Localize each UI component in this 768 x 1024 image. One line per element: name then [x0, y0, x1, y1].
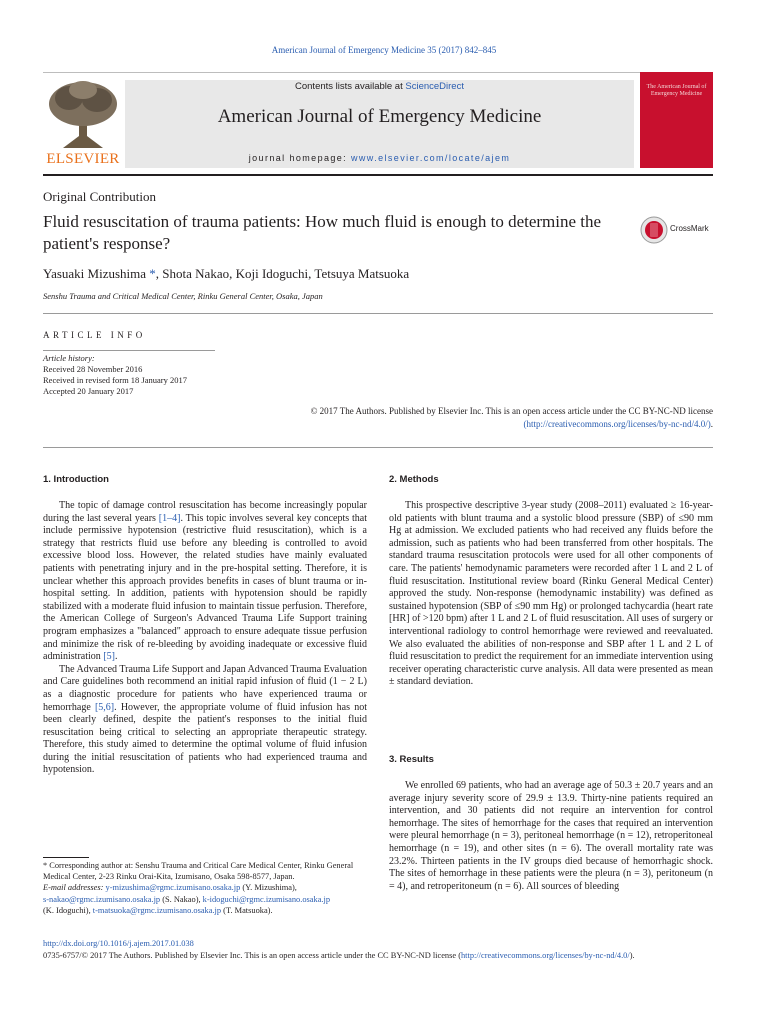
intro-p1-text-a: The topic of damage control resuscitation has become increasingly popular during the last several years	[43, 500, 367, 524]
intro-paragraph-2	[43, 664, 367, 777]
publisher-logo	[43, 78, 123, 168]
results-heading: 3. Results	[389, 754, 434, 765]
methods-heading: 2. Methods	[389, 474, 439, 485]
journal-cover-thumbnail[interactable]	[640, 72, 713, 168]
journal-name: American Journal of Emergency Medicine	[217, 106, 542, 127]
footnote	[43, 860, 367, 916]
intro-p1-text-c: .	[114, 651, 118, 663]
history-received: Received 28 November 2016	[43, 364, 143, 374]
issn-line	[43, 950, 723, 962]
journal-homepage	[125, 153, 634, 163]
contents-line	[125, 81, 634, 92]
email-name-4: (T. Matsuoka).	[221, 905, 273, 915]
sciencedirect-link[interactable]: ScienceDirect	[405, 81, 464, 92]
crossmark-badge[interactable]	[640, 216, 720, 244]
methods-paragraph: This prospective descriptive 3-year study (2008–2011) evaluated ≥ 16-year-old patients with blunt trauma and a systolic blood pressure (SBP) of ≤90 mm Hg at admission. We excluded patients who had received any fluids before the admission, such as patients who had been transferred from other hospitals. The standard trauma resuscitation protocols were used for all other components of care. The patients' hemodynamic parameters were recorded after 1 L and 2 L of fluid resuscitation. Institutional review board (Rinku General Medical Center) approved the study. Non-response (hemodynamic instability) was defined as sustained hypotension (SBP of ≤90 mm Hg) or prolonged tachycardia (heart rate [HR] of >120 bpm) after 1 L and 2 L of fluid resuscitation. All uses of surgery or interventional radiology to control hemorrhage were reviewed and reevaluated. We also evaluated the abilities of non-response and SBP after 1 L and 2 L of fluid resuscitation to predict the requirement for an immediate intervention using receiver operating characteristic curve analysis. All data were presented as mean ± standard deviation.	[389, 500, 713, 688]
intro-p2-text-b: . However, the appropriate volume of fluid infusion has not been clearly defined, despite the patient's responses to the initial fluid resuscitation being critical to selecting an appropriate therapeutic strategy. Therefore, this study aimed to determine the optimal volume of fluid infusion during the initial resuscitation of patients who had experienced trauma and hypotension.	[43, 701, 367, 776]
affiliation: Senshu Trauma and Critical Medical Center, Rinku General Center, Osaka, Japan	[43, 291, 323, 301]
header-bottom-rule	[43, 174, 713, 176]
article-info-rule	[43, 350, 215, 351]
email-link-idoguchi[interactable]: k-idoguchi@rgmc.izumisano.osaka.jp	[202, 894, 331, 904]
header-top-rule	[43, 72, 713, 73]
issn-text: 0735-6757/© 2017 The Authors. Published by Elsevier Inc. This is an open access article under the CC BY-NC-ND license (	[43, 950, 461, 960]
email-label: E-mail addresses:	[43, 883, 106, 893]
crossmark-label: CrossMark	[670, 224, 709, 233]
history-revised: Received in revised form 18 January 2017	[43, 375, 187, 385]
email-link-matsuoka[interactable]: t-matsuoka@rgmc.izumisano.osaka.jp	[92, 905, 222, 915]
running-header[interactable]: American Journal of Emergency Medicine 35 (2017) 842–845	[271, 45, 497, 55]
ref-link-5-6[interactable]: [5,6]	[94, 701, 115, 713]
article-title: Fluid resuscitation of trauma patients: How much fluid is enough to determine the patient's response?	[43, 212, 602, 253]
intro-paragraph-1	[43, 500, 367, 664]
article-history	[43, 353, 187, 397]
intro-p1-text-b: . This topic involves several key concepts that include permissive hypotension (restrictive fluid resuscitation), which is a strategy that restricts fluid use before any bleeding is controlled to avoid excessive blood loss. However, the related studies have mainly evaluated patients with penetrating injury and in the pre-hospital setting. Therefore, it is unclear whether this approach provides benefits in cases of blunt trauma or in-hospital setting. In addition, patients with hypotension should be rapidly stabilized with a moderate fluid infusion to maintain tissue perfusion. Therefore, the American College of Surgeon's Advanced Trauma Life Support training program emphasizes a "balanced" approach to ensure adequate tissue perfusion and minimize the risk of re-bleeding by avoiding inadequate or excessive fluid administration	[43, 512, 367, 663]
license-statement	[200, 405, 713, 431]
corresponding-author-marker[interactable]: *	[149, 266, 156, 281]
author-list	[43, 266, 409, 282]
email-name-2: (S. Nakao),	[160, 894, 203, 904]
license-link[interactable]: (http://creativecommons.org/licenses/by-nc-nd/4.0/)	[523, 419, 711, 429]
email-name-3: (K. Idoguchi),	[43, 905, 93, 915]
footnote-rule	[43, 857, 89, 858]
methods-body	[389, 500, 713, 689]
email-link-nakao[interactable]: s-nakao@rgmc.izumisano.osaka.jp	[43, 894, 161, 904]
history-accepted: Accepted 20 January 2017	[43, 386, 134, 396]
footnote-address: Corresponding author at: Senshu Trauma and Critical Care Medical Center, Rinku General Medical Center, 2-23 Rinku Orai-Kita, Izumisano, Osaka 598-8577, Japan.	[43, 861, 354, 882]
email-addresses	[43, 882, 367, 916]
intro-p2-text-a: The Advanced Trauma Life Support and Japan Advanced Trauma Evaluation and Care guidelines both recommend an initial rapid infusion of fluid (1 − 2 L) as a diagnostic procedure for patients who have experienced trauma or hemorrhage	[43, 663, 367, 713]
co-authors: , Shota Nakao, Koji Idoguchi, Tetsuya Matsuoka	[155, 266, 410, 281]
corresponding-author-note	[43, 860, 367, 882]
contents-prefix: Contents lists available at	[295, 81, 406, 92]
license-line: © 2017 The Authors. Published by Elsevier Inc. This is an open access article under the CC BY-NC-ND license	[310, 406, 713, 416]
issn-close: ).	[629, 950, 635, 960]
introduction-heading: 1. Introduction	[43, 474, 109, 485]
tree-logo-icon	[43, 78, 123, 150]
ref-link-1-4[interactable]: [1–4]	[158, 512, 181, 524]
email-name-1: (Y. Mizushima),	[240, 883, 297, 893]
crossmark-icon	[640, 216, 668, 244]
article-info-top-rule	[43, 313, 713, 314]
cover-footer-mark	[640, 158, 713, 162]
email-link-mizushima[interactable]: y-mizushima@rgmc.izumisano.osaka.jp	[105, 883, 241, 893]
footer-license-link[interactable]: http://creativecommons.org/licenses/by-nc-nd/4.0/	[460, 950, 630, 960]
results-body	[389, 780, 713, 893]
license-period: .	[710, 419, 713, 429]
introduction-body	[43, 500, 367, 777]
homepage-prefix: journal homepage:	[248, 153, 351, 163]
abstract-bottom-rule	[43, 447, 713, 448]
footnote-star: *	[43, 861, 48, 870]
ref-link-5[interactable]: [5]	[103, 651, 115, 663]
article-info-heading: ARTICLE INFO	[43, 330, 146, 340]
history-label: Article history:	[43, 353, 95, 363]
first-author: Yasuaki Mizushima	[43, 266, 150, 281]
article-type: Original Contribution	[43, 189, 157, 204]
doi-link[interactable]: http://dx.doi.org/10.1016/j.ajem.2017.01.038	[43, 939, 194, 948]
license-link-line	[200, 418, 713, 431]
page-footer	[43, 938, 723, 961]
homepage-link[interactable]: www.elsevier.com/locate/ajem	[351, 153, 511, 163]
results-paragraph: We enrolled 69 patients, who had an average age of 50.3 ± 20.7 years and an average injury severity score of 29.9 ± 13.9. Thirty-nine patients required an intervention, and 30 patients did not require an intervention for control hemorrhage. The sites of hemorrhage for the cases that required an intervention were pleural hemorrhage (n = 3), peritoneal hemorrhage (n = 12), retroperitoneal hemorrhage (n = 19), and other sites (n = 6). The overall mortality rate was 23.2%. Thirteen patients in the IV groups died because of hemorrhagic shock. The sites of hemorrhage in these patients were the pleura (n = 3), peritoneum (n = 4), and retroperitoneum (n = 6). All sources of bleeding	[389, 780, 713, 892]
publisher-wordmark: ELSEVIER	[46, 151, 120, 167]
cover-title: The American Journal of Emergency Medicine	[646, 84, 707, 97]
